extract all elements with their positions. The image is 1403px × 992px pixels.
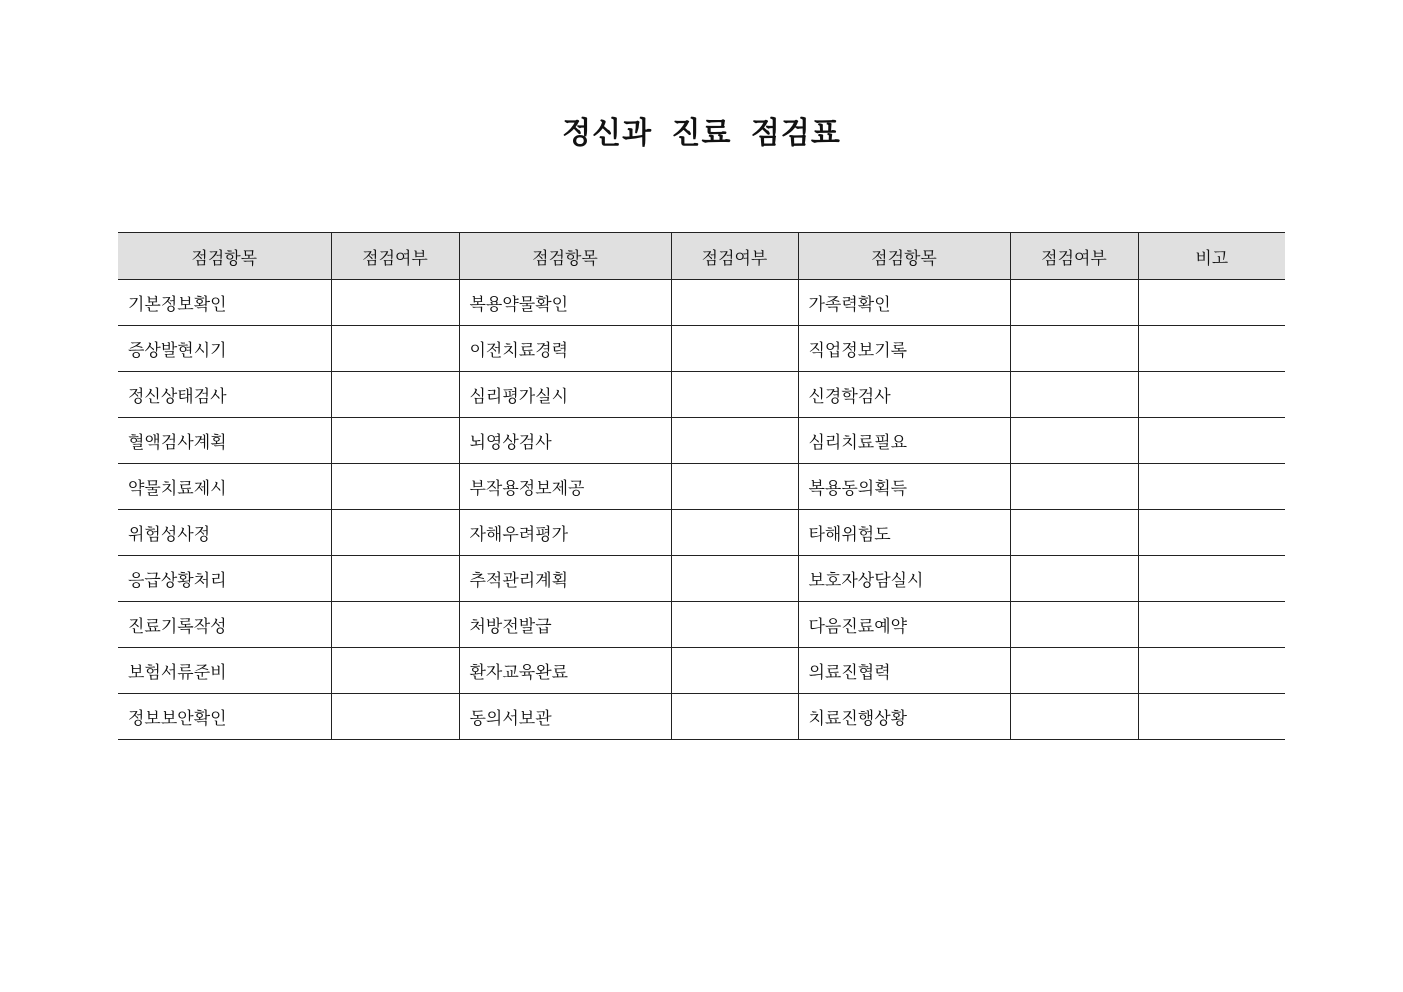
cell-item-2: 환자교육완료 <box>459 648 671 694</box>
cell-item-3: 다음진료예약 <box>798 602 1010 648</box>
table-row <box>118 464 1285 510</box>
cell-item-3: 타해위험도 <box>798 510 1010 556</box>
cell-check-2[interactable] <box>671 556 798 602</box>
cell-check-1[interactable] <box>331 556 459 602</box>
checklist-table <box>118 232 1285 740</box>
cell-item-3: 복용동의획득 <box>798 464 1010 510</box>
header-item-2: 점검항목 <box>459 233 671 280</box>
cell-remarks[interactable] <box>1138 280 1285 326</box>
cell-item-1: 보험서류준비 <box>118 648 331 694</box>
cell-item-2: 복용약물확인 <box>459 280 671 326</box>
cell-check-1[interactable] <box>331 694 459 740</box>
header-remarks: 비고 <box>1138 233 1285 280</box>
cell-item-3: 치료진행상황 <box>798 694 1010 740</box>
cell-item-1: 증상발현시기 <box>118 326 331 372</box>
cell-check-3[interactable] <box>1010 464 1138 510</box>
cell-item-2: 처방전발급 <box>459 602 671 648</box>
table-row <box>118 556 1285 602</box>
cell-item-2: 부작용정보제공 <box>459 464 671 510</box>
cell-check-1[interactable] <box>331 648 459 694</box>
cell-check-2[interactable] <box>671 464 798 510</box>
table-body <box>118 280 1285 740</box>
table-row <box>118 694 1285 740</box>
cell-item-2: 추적관리계획 <box>459 556 671 602</box>
cell-remarks[interactable] <box>1138 326 1285 372</box>
cell-item-3: 직업정보기록 <box>798 326 1010 372</box>
cell-item-1: 정신상태검사 <box>118 372 331 418</box>
cell-remarks[interactable] <box>1138 694 1285 740</box>
cell-item-1: 응급상황처리 <box>118 556 331 602</box>
cell-item-1: 정보보안확인 <box>118 694 331 740</box>
table-row <box>118 510 1285 556</box>
header-check-3: 점검여부 <box>1010 233 1138 280</box>
table-row <box>118 280 1285 326</box>
cell-check-1[interactable] <box>331 510 459 556</box>
cell-check-3[interactable] <box>1010 326 1138 372</box>
cell-remarks[interactable] <box>1138 556 1285 602</box>
cell-remarks[interactable] <box>1138 602 1285 648</box>
cell-check-2[interactable] <box>671 372 798 418</box>
cell-check-1[interactable] <box>331 326 459 372</box>
table-header-row <box>118 233 1285 280</box>
cell-item-2: 자해우려평가 <box>459 510 671 556</box>
cell-item-3: 신경학검사 <box>798 372 1010 418</box>
cell-check-3[interactable] <box>1010 510 1138 556</box>
cell-check-3[interactable] <box>1010 280 1138 326</box>
cell-item-3: 의료진협력 <box>798 648 1010 694</box>
header-item-3: 점검항목 <box>798 233 1010 280</box>
header-check-1: 점검여부 <box>331 233 459 280</box>
cell-item-2: 이전치료경력 <box>459 326 671 372</box>
table-row <box>118 418 1285 464</box>
header-item-1: 점검항목 <box>118 233 331 280</box>
cell-remarks[interactable] <box>1138 418 1285 464</box>
cell-item-1: 혈액검사계획 <box>118 418 331 464</box>
table-row <box>118 326 1285 372</box>
cell-check-1[interactable] <box>331 418 459 464</box>
cell-item-2: 동의서보관 <box>459 694 671 740</box>
cell-check-1[interactable] <box>331 464 459 510</box>
cell-check-1[interactable] <box>331 280 459 326</box>
header-check-2: 점검여부 <box>671 233 798 280</box>
cell-item-2: 뇌영상검사 <box>459 418 671 464</box>
table-row <box>118 648 1285 694</box>
table-row <box>118 372 1285 418</box>
cell-item-1: 진료기록작성 <box>118 602 331 648</box>
cell-item-3: 가족력확인 <box>798 280 1010 326</box>
cell-check-1[interactable] <box>331 602 459 648</box>
cell-check-3[interactable] <box>1010 372 1138 418</box>
cell-item-3: 심리치료필요 <box>798 418 1010 464</box>
cell-check-2[interactable] <box>671 510 798 556</box>
page-title: 정신과 진료 점검표 <box>562 116 841 151</box>
table-row <box>118 602 1285 648</box>
cell-item-1: 기본정보확인 <box>118 280 331 326</box>
cell-check-3[interactable] <box>1010 602 1138 648</box>
cell-check-2[interactable] <box>671 602 798 648</box>
cell-item-1: 위험성사정 <box>118 510 331 556</box>
cell-remarks[interactable] <box>1138 464 1285 510</box>
cell-item-2: 심리평가실시 <box>459 372 671 418</box>
cell-check-3[interactable] <box>1010 648 1138 694</box>
cell-check-1[interactable] <box>331 372 459 418</box>
cell-item-1: 약물치료제시 <box>118 464 331 510</box>
cell-check-2[interactable] <box>671 326 798 372</box>
cell-remarks[interactable] <box>1138 648 1285 694</box>
cell-check-2[interactable] <box>671 280 798 326</box>
cell-remarks[interactable] <box>1138 372 1285 418</box>
cell-check-2[interactable] <box>671 418 798 464</box>
cell-check-3[interactable] <box>1010 418 1138 464</box>
cell-remarks[interactable] <box>1138 510 1285 556</box>
cell-check-2[interactable] <box>671 648 798 694</box>
cell-check-3[interactable] <box>1010 694 1138 740</box>
cell-check-2[interactable] <box>671 694 798 740</box>
cell-check-3[interactable] <box>1010 556 1138 602</box>
cell-item-3: 보호자상담실시 <box>798 556 1010 602</box>
